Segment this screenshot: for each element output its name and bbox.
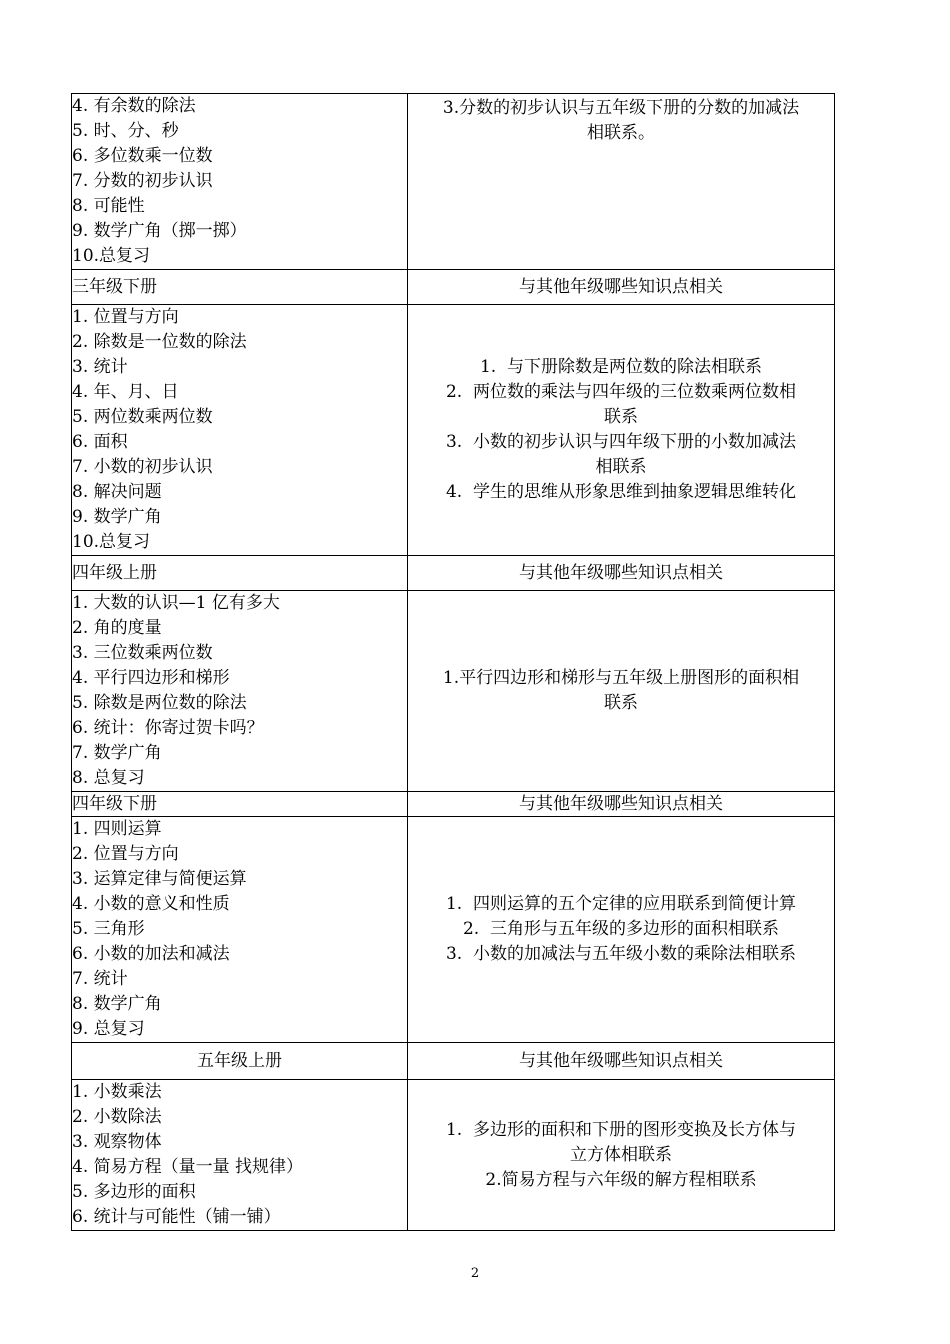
list-item: 8. 解决问题 <box>72 482 162 502</box>
relation-line: 1. 与下册除数是两位数的除法相联系 <box>479 357 763 377</box>
list-item: 8. 数学广角 <box>72 994 162 1014</box>
relation-line: 2.简易方程与六年级的解方程相联系 <box>485 1169 757 1190</box>
list-item: 6. 多位数乘一位数 <box>72 146 213 166</box>
section-row <box>72 305 835 556</box>
curriculum-table <box>71 93 835 1231</box>
section-row <box>72 1080 835 1231</box>
relation-line: 3. 小数的初步认识与四年级下册的小数加减法 <box>445 432 797 452</box>
list-item: 1. 位置与方向 <box>72 307 179 327</box>
list-item: 2. 位置与方向 <box>72 844 179 864</box>
grade-heading: 五年级上册 <box>72 1043 408 1080</box>
grade-heading: 四年级上册 <box>72 556 408 591</box>
topic-list <box>72 94 408 270</box>
topic-list <box>72 305 408 556</box>
relations-cell <box>408 94 835 270</box>
list-item: 4. 年、月、日 <box>72 382 179 402</box>
list-item: 9. 总复习 <box>72 1019 145 1039</box>
list-item: 2. 小数除法 <box>72 1107 162 1127</box>
relations-heading: 与其他年级哪些知识点相关 <box>408 1043 835 1080</box>
topic-list <box>72 591 408 792</box>
relations-heading: 与其他年级哪些知识点相关 <box>408 792 835 817</box>
relations-heading: 与其他年级哪些知识点相关 <box>408 270 835 305</box>
section-row <box>72 817 835 1043</box>
list-item: 3. 观察物体 <box>72 1132 162 1152</box>
relations-heading: 与其他年级哪些知识点相关 <box>408 556 835 591</box>
relation-line: 3. 小数的加减法与五年级小数的乘除法相联系 <box>445 944 797 964</box>
relation-line: 联系 <box>604 407 638 427</box>
list-item: 5. 多边形的面积 <box>72 1182 196 1202</box>
list-item: 6. 小数的加法和减法 <box>72 944 230 964</box>
list-item: 10.总复习 <box>72 532 151 552</box>
list-item: 6. 面积 <box>72 432 128 452</box>
list-item: 3. 三位数乘两位数 <box>72 643 213 663</box>
relation-line: 1.平行四边形和梯形与五年级上册图形的面积相 <box>442 668 800 688</box>
list-item: 5. 两位数乘两位数 <box>72 407 213 427</box>
list-item: 4. 有余数的除法 <box>72 96 196 116</box>
list-item: 3. 统计 <box>72 357 128 377</box>
list-item: 2. 除数是一位数的除法 <box>72 332 247 352</box>
relations-cell <box>408 1080 835 1231</box>
relation-line: 1. 多边形的面积和下册的图形变换及长方体与 <box>445 1119 797 1140</box>
section-header-row <box>72 270 835 305</box>
list-item: 5. 三角形 <box>72 919 145 939</box>
list-item: 7. 分数的初步认识 <box>72 171 213 191</box>
relation-line: 2. 两位数的乘法与四年级的三位数乘两位数相 <box>445 382 797 402</box>
list-item: 3. 运算定律与简便运算 <box>72 869 247 889</box>
page-number: 2 <box>470 1266 480 1281</box>
list-item: 8. 可能性 <box>72 196 145 216</box>
section-header-row <box>72 556 835 591</box>
relation-line: 联系 <box>604 693 638 713</box>
list-item: 9. 数学广角 <box>72 507 162 527</box>
list-item: 5. 时、分、秒 <box>72 121 179 141</box>
relations-cell <box>408 591 835 792</box>
list-item: 7. 数学广角 <box>72 743 162 763</box>
relations-cell <box>408 305 835 556</box>
list-item: 10.总复习 <box>72 246 151 266</box>
list-item: 4. 小数的意义和性质 <box>72 894 230 914</box>
list-item: 1. 大数的认识—1 亿有多大 <box>72 593 280 613</box>
relation-line: 3.分数的初步认识与五年级下册的分数的加减法 <box>442 98 800 118</box>
section-header-row <box>72 792 835 817</box>
relation-line: 立方体相联系 <box>570 1144 672 1165</box>
grade-heading: 三年级下册 <box>72 270 408 305</box>
section-row <box>72 591 835 792</box>
list-item: 7. 小数的初步认识 <box>72 457 213 477</box>
list-item: 4. 平行四边形和梯形 <box>72 668 230 688</box>
list-item: 1. 四则运算 <box>72 819 162 839</box>
topic-list <box>72 817 408 1043</box>
relation-line: 相联系。 <box>587 123 655 143</box>
list-item: 7. 统计 <box>72 969 128 989</box>
relation-line: 相联系 <box>595 457 647 477</box>
section-row-grade3-upper-continued <box>72 94 835 270</box>
list-item: 2. 角的度量 <box>72 618 162 638</box>
list-item: 9. 数学广角（掷一掷） <box>72 221 247 241</box>
grade-heading: 四年级下册 <box>72 792 408 817</box>
section-header-row <box>72 1043 835 1080</box>
list-item: 1. 小数乘法 <box>72 1082 162 1102</box>
relations-cell <box>408 817 835 1043</box>
relation-line: 1. 四则运算的五个定律的应用联系到简便计算 <box>445 894 797 914</box>
relation-line: 4. 学生的思维从形象思维到抽象逻辑思维转化 <box>445 482 797 502</box>
topic-list <box>72 1080 408 1231</box>
relation-line: 2. 三角形与五年级的多边形的面积相联系 <box>462 919 780 939</box>
list-item: 6. 统计与可能性（铺一铺） <box>72 1207 281 1227</box>
list-item: 4. 简易方程（量一量 找规律） <box>72 1157 304 1177</box>
list-item: 8. 总复习 <box>72 768 145 788</box>
list-item: 5. 除数是两位数的除法 <box>72 693 247 713</box>
list-item: 6. 统计：你寄过贺卡吗？ <box>72 718 264 738</box>
